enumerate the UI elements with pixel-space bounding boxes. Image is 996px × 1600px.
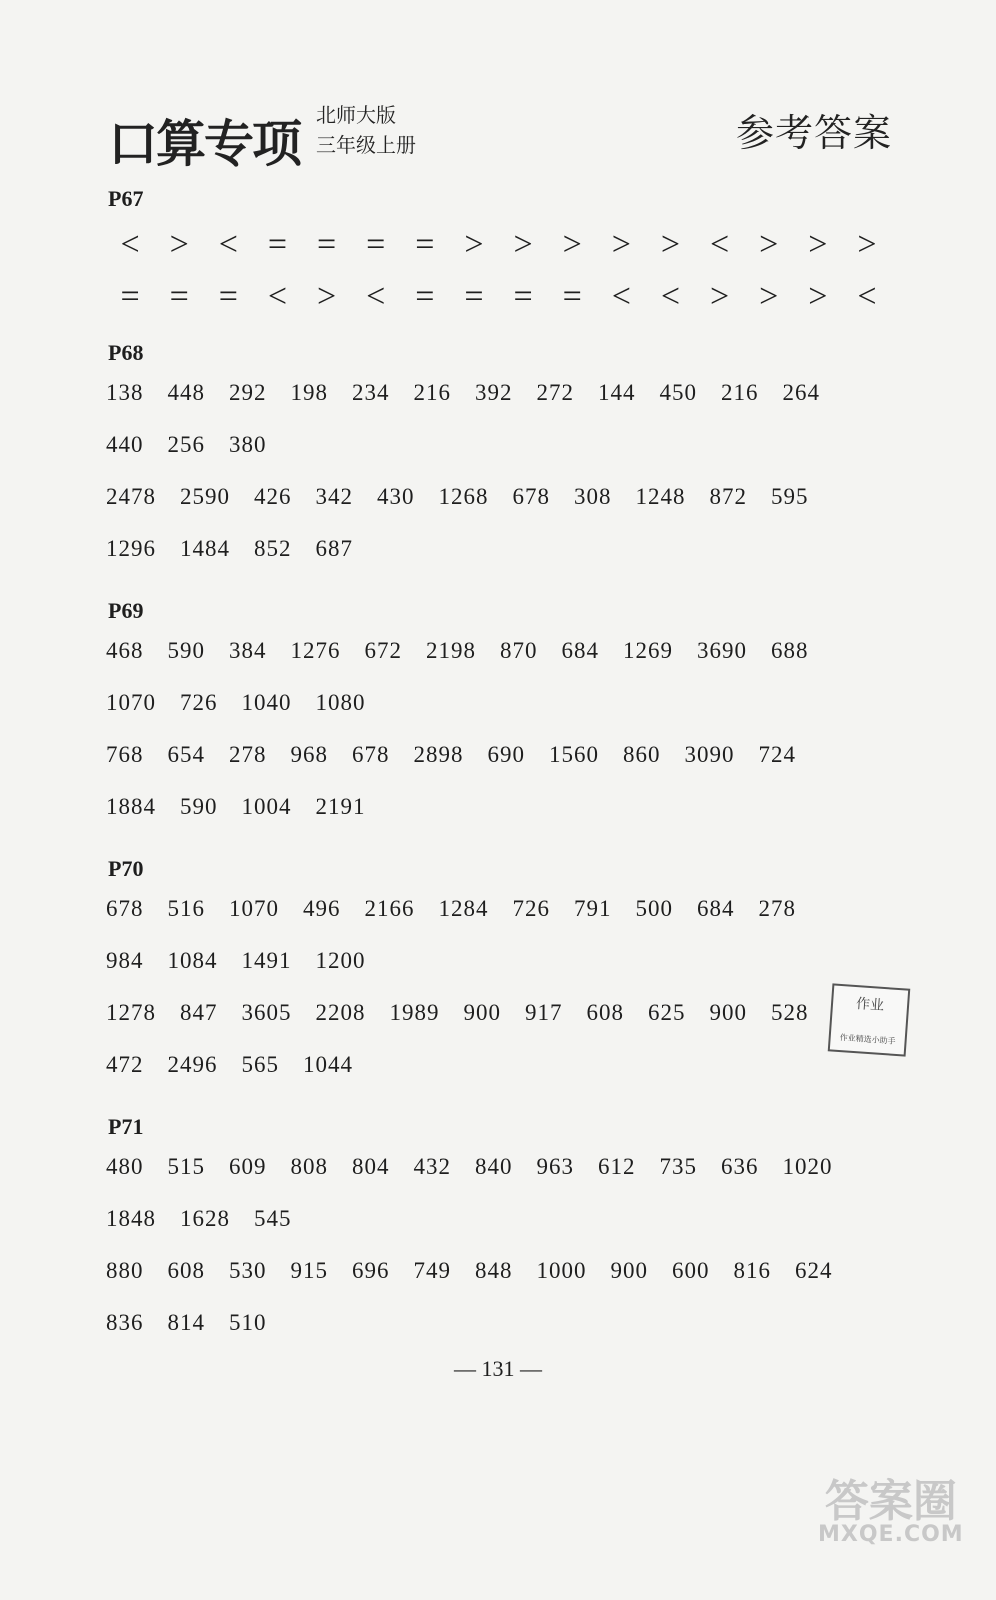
answer-item: < <box>120 226 141 263</box>
section-label: P67 <box>108 186 144 211</box>
answer-item: 816 <box>733 1258 771 1283</box>
answer-item: 595 <box>771 484 809 509</box>
answer-item: 516 <box>167 896 205 921</box>
answer-item: 545 <box>254 1206 292 1231</box>
stamp <box>828 983 911 1056</box>
answer-item: 1491 <box>241 948 292 973</box>
answer-item: 384 <box>229 638 267 663</box>
answer-item: 278 <box>229 742 267 767</box>
answer-item: < <box>857 278 878 315</box>
section-label: P71 <box>108 1114 144 1139</box>
answer-item: < <box>709 226 731 263</box>
answer-item: 900 <box>709 1000 747 1025</box>
section-label: P68 <box>108 340 144 365</box>
answer-item: 440 <box>106 432 144 457</box>
answer-item: 724 <box>758 742 796 767</box>
answer-item: 342 <box>315 484 353 509</box>
answer-item: > <box>660 226 682 263</box>
watermark <box>818 1476 964 1547</box>
answer-item: 480 <box>106 1154 144 1179</box>
answer-item: 278 <box>758 896 796 921</box>
answer-item: 791 <box>574 896 612 921</box>
answer-item: 684 <box>561 638 599 663</box>
answer-item: 1044 <box>303 1052 353 1077</box>
stamp-title: 作业 <box>855 996 885 1014</box>
answer-item: 1020 <box>782 1154 833 1179</box>
answer-row <box>106 226 892 264</box>
watermark-line2: MXQE.COM <box>818 1522 964 1547</box>
answer-item: 768 <box>106 742 144 767</box>
answer-item: 968 <box>290 742 328 767</box>
answer-row <box>106 380 896 406</box>
answer-item: 608 <box>586 1000 624 1025</box>
answer-item: > <box>857 226 878 263</box>
answer-item: 636 <box>721 1154 759 1179</box>
answer-item: 726 <box>512 896 550 921</box>
answer-item: 530 <box>229 1258 267 1283</box>
answer-item: 1848 <box>106 1206 156 1231</box>
answer-item: 1269 <box>623 638 673 663</box>
answer-item: 2198 <box>426 638 476 663</box>
answer-item: = <box>218 278 239 315</box>
answer-item: = <box>366 226 387 263</box>
edition-info <box>316 100 416 160</box>
answer-item: 609 <box>229 1154 267 1179</box>
answer-item: 678 <box>106 896 144 921</box>
answer-row <box>106 484 896 510</box>
answer-item: 3690 <box>697 638 747 663</box>
answer-item: = <box>513 278 534 315</box>
answer-item: > <box>562 226 583 263</box>
answer-item: 808 <box>290 1154 328 1179</box>
answer-item: 900 <box>463 1000 501 1025</box>
answer-item: 496 <box>303 896 341 921</box>
answer-row <box>106 278 892 316</box>
answer-item: 2191 <box>315 794 366 819</box>
answer-item: 870 <box>500 638 538 663</box>
answer-item: 915 <box>290 1258 328 1283</box>
answer-item: 847 <box>180 1000 218 1025</box>
answer-row <box>106 1310 896 1336</box>
answer-item: 687 <box>315 536 353 561</box>
answer-key-title: 参考答案 <box>736 111 893 155</box>
answer-item: 1628 <box>180 1206 230 1231</box>
answer-item: 292 <box>229 380 267 405</box>
answer-row <box>106 432 896 458</box>
answer-item: 684 <box>697 896 735 921</box>
answer-item: 1278 <box>106 1000 156 1025</box>
answer-item: 1560 <box>549 742 599 767</box>
section-label: P70 <box>108 856 144 881</box>
section-label: P69 <box>108 598 144 623</box>
answer-item: 1989 <box>389 1000 440 1025</box>
answer-item: 216 <box>721 380 759 405</box>
answer-item: 1000 <box>536 1258 587 1283</box>
answer-item: 3605 <box>241 1000 292 1025</box>
answer-item: 848 <box>475 1258 513 1283</box>
answer-item: 872 <box>709 484 747 509</box>
answer-row <box>106 948 896 974</box>
answer-item: 612 <box>598 1154 636 1179</box>
answer-item: 814 <box>167 1310 205 1335</box>
answer-item: = <box>267 226 289 263</box>
answer-item: = <box>415 278 436 315</box>
answer-item: 625 <box>648 1000 686 1025</box>
answer-item: = <box>120 278 141 315</box>
answer-item: 216 <box>413 380 451 405</box>
answer-item: 624 <box>795 1258 833 1283</box>
answer-item: 840 <box>475 1154 513 1179</box>
answer-item: < <box>611 278 632 315</box>
answer-item: 1084 <box>167 948 218 973</box>
answer-item: 426 <box>254 484 292 509</box>
answer-row <box>106 1258 896 1284</box>
answer-item: > <box>611 226 632 263</box>
answer-row <box>106 794 896 820</box>
answer-item: > <box>759 278 780 315</box>
answer-item: > <box>513 226 534 263</box>
answer-item: 749 <box>413 1258 451 1283</box>
answer-item: < <box>660 278 682 315</box>
answer-item: 2496 <box>167 1052 218 1077</box>
answer-row <box>106 1052 896 1078</box>
answer-row <box>106 1154 896 1180</box>
answer-item: 2478 <box>106 484 156 509</box>
answer-item: 1040 <box>241 690 292 715</box>
answer-item: 600 <box>672 1258 710 1283</box>
answer-item: 672 <box>364 638 402 663</box>
answer-item: 510 <box>229 1310 267 1335</box>
answer-item: 1484 <box>180 536 230 561</box>
answer-item: 1080 <box>315 690 366 715</box>
answer-item: 917 <box>525 1000 563 1025</box>
answer-item: 900 <box>610 1258 648 1283</box>
answer-item: 590 <box>180 794 218 819</box>
answer-item: 1200 <box>315 948 366 973</box>
answer-row <box>106 1000 896 1026</box>
answer-item: 256 <box>167 432 205 457</box>
answer-item: > <box>759 226 780 263</box>
answer-item: 3090 <box>684 742 735 767</box>
answer-item: 2898 <box>413 742 464 767</box>
answer-item: 432 <box>413 1154 451 1179</box>
grade-label: 三年级上册 <box>316 133 416 157</box>
answer-item: 528 <box>771 1000 809 1025</box>
answer-item: 836 <box>106 1310 144 1335</box>
answer-item: = <box>562 278 583 315</box>
answer-item: 1268 <box>438 484 489 509</box>
answer-item: 608 <box>167 1258 205 1283</box>
answer-item: 234 <box>352 380 390 405</box>
answer-item: = <box>464 278 485 315</box>
answer-item: 272 <box>536 380 574 405</box>
edition-label: 北师大版 <box>316 103 396 127</box>
answer-item: 430 <box>377 484 415 509</box>
answer-item: 696 <box>352 1258 390 1283</box>
answer-row <box>106 1206 896 1232</box>
answer-item: = <box>415 226 436 263</box>
answer-row <box>106 742 896 768</box>
answer-item: 1004 <box>241 794 292 819</box>
answer-item: > <box>808 278 829 315</box>
answer-item: 2166 <box>364 896 415 921</box>
answer-item: 500 <box>635 896 673 921</box>
answer-item: 590 <box>167 638 205 663</box>
answer-item: 735 <box>659 1154 697 1179</box>
answer-item: 963 <box>536 1154 574 1179</box>
answer-item: 688 <box>771 638 809 663</box>
answer-item: > <box>464 226 485 263</box>
answer-row <box>106 638 896 664</box>
answer-row <box>106 896 896 922</box>
answer-item: 1284 <box>438 896 489 921</box>
answer-item: 984 <box>106 948 144 973</box>
answer-item: 565 <box>241 1052 279 1077</box>
answer-item: 2208 <box>315 1000 366 1025</box>
answer-item: 264 <box>782 380 820 405</box>
answer-item: 1884 <box>106 794 156 819</box>
answer-item: > <box>808 226 829 263</box>
answer-item: 380 <box>229 432 267 457</box>
answer-row <box>106 536 896 562</box>
watermark-line1: 答案圈 <box>824 1476 957 1527</box>
answer-item: 678 <box>352 742 390 767</box>
answer-row <box>106 690 896 716</box>
answer-item: 472 <box>106 1052 144 1077</box>
answer-item: > <box>709 278 731 315</box>
answer-item: = <box>316 226 338 263</box>
answer-item: 690 <box>487 742 525 767</box>
answer-item: 448 <box>167 380 205 405</box>
answer-item: = <box>169 278 190 315</box>
answer-item: 515 <box>167 1154 205 1179</box>
page-number: — 131 — <box>454 1356 542 1381</box>
answer-item: > <box>316 278 338 315</box>
answer-item: 198 <box>290 380 328 405</box>
answer-item: < <box>267 278 289 315</box>
answer-item: 1276 <box>290 638 341 663</box>
answer-item: 804 <box>352 1154 390 1179</box>
answer-item: 678 <box>512 484 550 509</box>
answer-item: 1296 <box>106 536 156 561</box>
answer-item: 852 <box>254 536 292 561</box>
brand-title: 口算专项 <box>108 115 300 173</box>
answer-item: 2590 <box>180 484 230 509</box>
answer-item: 654 <box>167 742 205 767</box>
answer-item: 1248 <box>635 484 686 509</box>
answer-item: 860 <box>623 742 661 767</box>
answer-item: 468 <box>106 638 144 663</box>
stamp-caption: 作业精选小助手 <box>839 1033 896 1046</box>
answer-item: 138 <box>106 380 144 405</box>
answer-item: > <box>169 226 190 263</box>
answer-item: 1070 <box>229 896 279 921</box>
answer-item: 1070 <box>106 690 156 715</box>
answer-item: 450 <box>659 380 697 405</box>
answer-item: 726 <box>180 690 218 715</box>
answer-item: 308 <box>574 484 612 509</box>
answer-item: < <box>366 278 387 315</box>
answer-item: 144 <box>598 380 636 405</box>
answer-item: 392 <box>475 380 513 405</box>
answer-item: < <box>218 226 239 263</box>
answer-item: 880 <box>106 1258 144 1283</box>
